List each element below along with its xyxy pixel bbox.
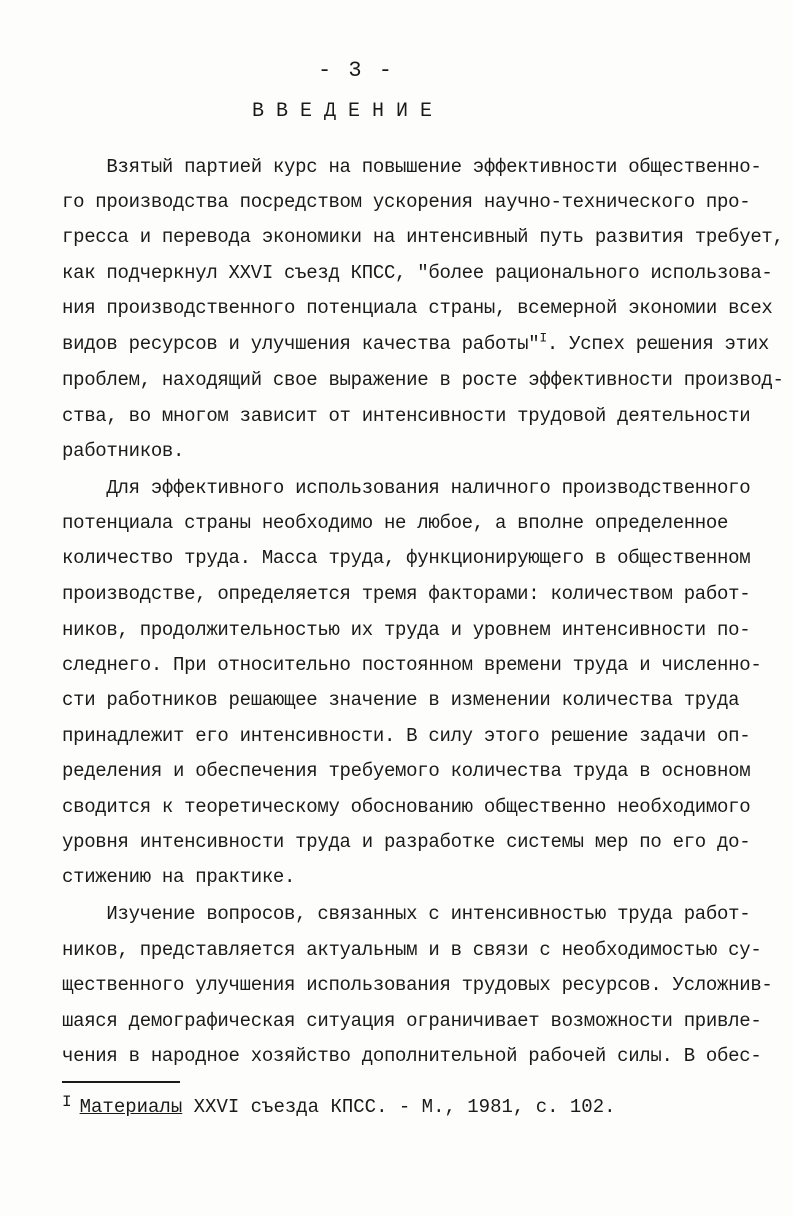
body-line: го производства посредством ускорения научно-технического про-: [62, 191, 751, 213]
body-line: стижению на практике.: [62, 866, 296, 888]
body-line: сти работников решающее значение в изменении количества труда: [62, 689, 740, 711]
body-line: чения в народное хозяйство дополнительной рабочей силы. В обес-: [62, 1045, 762, 1067]
body-line: Для эффективного использования наличного производственного: [62, 477, 751, 499]
body-line: производстве, определяется тремя факторами: количеством работ-: [62, 583, 751, 605]
body-line: шаяся демографическая ситуация ограничивает возможности привле-: [62, 1010, 762, 1032]
footnote-source: Материалы: [79, 1096, 183, 1118]
body-line: гресса и перевода экономики на интенсивный путь развития требует,: [62, 226, 784, 248]
section-heading: ВВЕДЕНИЕ: [252, 100, 445, 123]
body-line: количество труда. Масса труда, функционирующего в общественном: [62, 547, 751, 569]
page-number: - 3 -: [318, 58, 395, 83]
body-line: ников, продолжительностью их труда и уровнем интенсивности по-: [62, 619, 751, 641]
body-line: потенциала страны необходимо не любое, а вполне определенное: [62, 512, 729, 534]
body-line: Взятый партией курс на повышение эффективности общественно-: [62, 156, 762, 178]
body-line: следнего. При относительно постоянном времени труда и численно-: [62, 654, 762, 676]
body-line-with-footnote: [62, 330, 769, 355]
footnote: [62, 1093, 616, 1118]
body-line: ределения и обеспечения требуемого количества труда в основном: [62, 760, 751, 782]
body-line: Изучение вопросов, связанных с интенсивностью труда работ-: [62, 903, 751, 925]
body-line-text: видов ресурсов и улучшения качества работы": [62, 333, 540, 355]
body-line: ников, представляется актуальным и в связи с необходимостью су-: [62, 939, 762, 961]
body-line-text: . Успех решения этих: [546, 333, 769, 355]
footnote-text: XXVI съезда КПСС. - М., 1981, с. 102.: [182, 1096, 616, 1118]
body-line: ния производственного потенциала страны, всемерной экономии всех: [62, 297, 773, 319]
footnote-mark: I: [62, 1093, 72, 1111]
footnote-divider: [62, 1081, 180, 1083]
body-line: уровня интенсивности труда и разработке системы мер по его до-: [62, 831, 751, 853]
body-line: принадлежит его интенсивности. В силу этого решение задачи оп-: [62, 725, 751, 747]
body-line: как подчеркнул XXVI съезд КПСС, "более рационального использова-: [62, 262, 773, 284]
body-line: проблем, находящий свое выражение в росте эффективности производ-: [62, 369, 784, 391]
body-line: сводится к теоретическому обоснованию общественно необходимого: [62, 796, 751, 818]
body-line: работников.: [62, 440, 185, 462]
footnote-reference: I: [539, 330, 547, 346]
body-line: ства, во многом зависит от интенсивности трудовой деятельности: [62, 405, 751, 427]
body-line: щественного улучшения использования трудовых ресурсов. Усложнив-: [62, 974, 773, 996]
